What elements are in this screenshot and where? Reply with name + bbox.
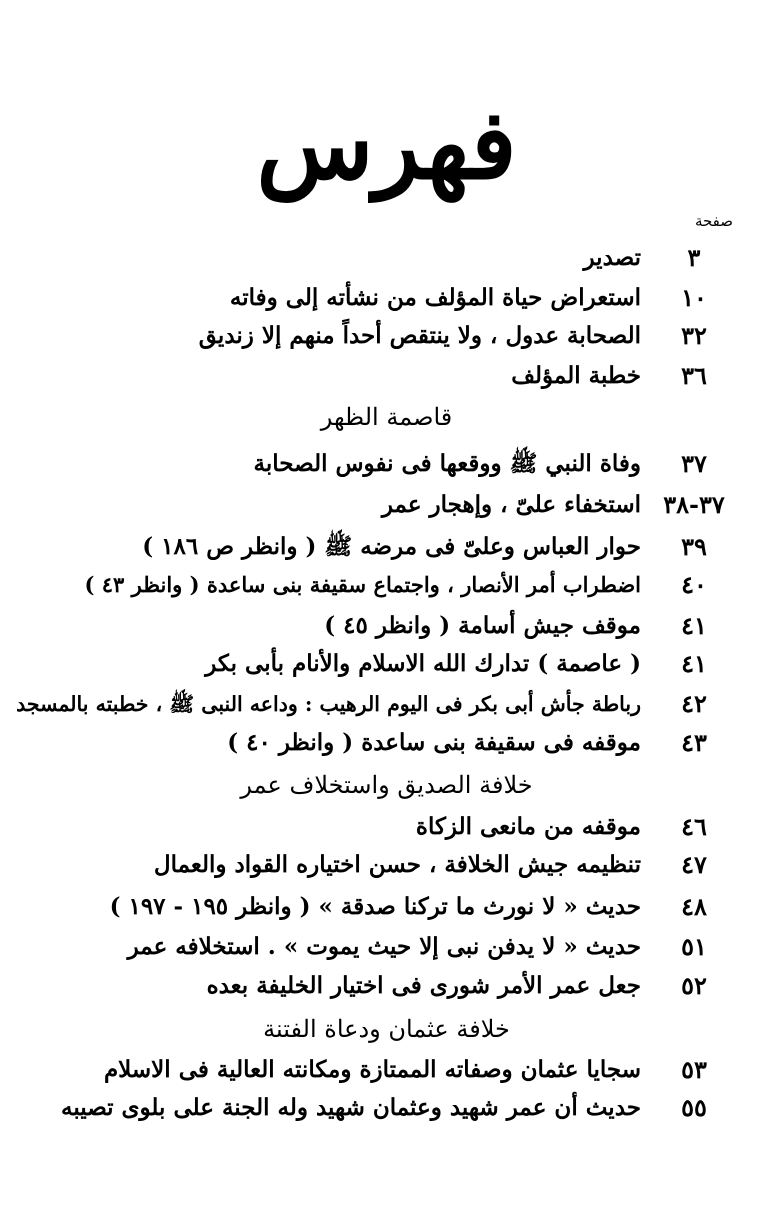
entry-page-number: ٤٦ xyxy=(681,812,707,841)
entry-page-number: ٥١ xyxy=(681,932,707,961)
index-entry xyxy=(0,357,773,395)
index-entry xyxy=(0,846,773,884)
index-entry xyxy=(0,888,773,926)
entry-page-number: ٤٠ xyxy=(681,570,707,599)
entry-page-number: ٤١ xyxy=(681,649,707,678)
section-heading: خلافة عثمان ودعاة الفتنة xyxy=(263,1015,510,1043)
page-column-header: صفحة xyxy=(694,212,733,230)
entry-text: استخفاء علىّ ، وإهجار عمر xyxy=(381,491,641,518)
index-entry xyxy=(0,566,773,604)
entry-text: ( عاصمة ) تدارك الله الاسلام والأنام بأبى بكر xyxy=(205,650,641,677)
index-entry xyxy=(0,607,773,645)
index-entry xyxy=(0,279,773,317)
entry-page-number: ٤٢ xyxy=(681,689,707,718)
index-entry xyxy=(0,317,773,355)
entry-text: تنظيمه جيش الخلافة ، حسن اختياره القواد والعمال xyxy=(153,851,641,878)
entry-text: حديث « لا يدفن نبى إلا حيث يموت » . استخلافه عمر xyxy=(127,933,641,960)
index-entry xyxy=(0,808,773,846)
entry-text: وفاة النبي ﷺ ووقعها فى نفوس الصحابة xyxy=(253,450,641,477)
entry-text: خطبة المؤلف xyxy=(511,362,641,389)
entry-page-number: ٣٢ xyxy=(681,321,707,350)
index-entry xyxy=(0,486,773,524)
entry-page-number: ٣٩ xyxy=(681,532,707,561)
entry-page-number: ٥٥ xyxy=(681,1093,707,1122)
entry-text: موقف جيش أسامة ( وانظر ٤٥ ) xyxy=(324,612,641,639)
index-entry xyxy=(0,967,773,1005)
index-entry xyxy=(0,239,773,277)
entry-text: اضطراب أمر الأنصار ، واجتماع سقيفة بنى ساعدة ( وانظر ٤٣ ) xyxy=(84,572,641,597)
entry-text: استعراض حياة المؤلف من نشأته إلى وفاته xyxy=(229,284,641,311)
entry-page-number: ٥٢ xyxy=(681,971,707,1000)
index-entry xyxy=(0,1089,773,1127)
entry-text: جعل عمر الأمر شورى فى اختيار الخليفة بعده xyxy=(206,972,641,999)
entry-page-number: ١٠ xyxy=(681,283,707,312)
entry-text: موقفه من مانعى الزكاة xyxy=(415,813,641,840)
entry-page-number: ٣ xyxy=(687,243,701,272)
index-entry xyxy=(0,1051,773,1089)
index-entry xyxy=(0,528,773,566)
index-entry xyxy=(0,928,773,966)
entry-text: حديث « لا نورث ما تركنا صدقة » ( وانظر ١٩٥ - ١٩٧ ) xyxy=(109,893,641,920)
entry-page-number: ٣٧ xyxy=(681,449,707,478)
entry-page-number: ٥٣ xyxy=(681,1055,707,1084)
entry-text: سجايا عثمان وصفاته الممتازة ومكانته العالية فى الاسلام xyxy=(103,1056,641,1083)
entry-page-number: ٤٧ xyxy=(681,850,707,879)
index-entry xyxy=(0,724,773,762)
entry-text: تصدير xyxy=(583,244,641,271)
page-title: فهرس xyxy=(256,88,517,201)
entry-text: موقفه فى سقيفة بنى ساعدة ( وانظر ٤٠ ) xyxy=(227,729,641,756)
entry-page-number: ٣٦ xyxy=(681,361,707,390)
index-entry xyxy=(0,645,773,683)
entry-text: الصحابة عدول ، ولا ينتقص أحداً منهم إلا زنديق xyxy=(198,322,641,349)
entry-page-number: ٤١ xyxy=(681,611,707,640)
entry-page-number: ٤٨ xyxy=(681,892,707,921)
section-heading: خلافة الصديق واستخلاف عمر xyxy=(240,771,533,799)
entry-text: حوار العباس وعلىّ فى مرضه ﷺ ( وانظر ص ١٨٦ ) xyxy=(142,533,641,560)
entry-page-number: ٤٣ xyxy=(681,728,707,757)
entry-page-number: ٣٧-٣٨ xyxy=(663,490,725,519)
index-entry xyxy=(0,685,773,723)
index-entry xyxy=(0,445,773,483)
entry-text: رباطة جأش أبى بكر فى اليوم الرهيب : وداعه النبى ﷺ ، خطبته بالمسجد xyxy=(16,692,641,716)
entry-text: حديث أن عمر شهيد وعثمان شهيد وله الجنة على بلوى تصيبه xyxy=(60,1094,641,1121)
section-heading: قاصمة الظهر xyxy=(320,403,453,431)
